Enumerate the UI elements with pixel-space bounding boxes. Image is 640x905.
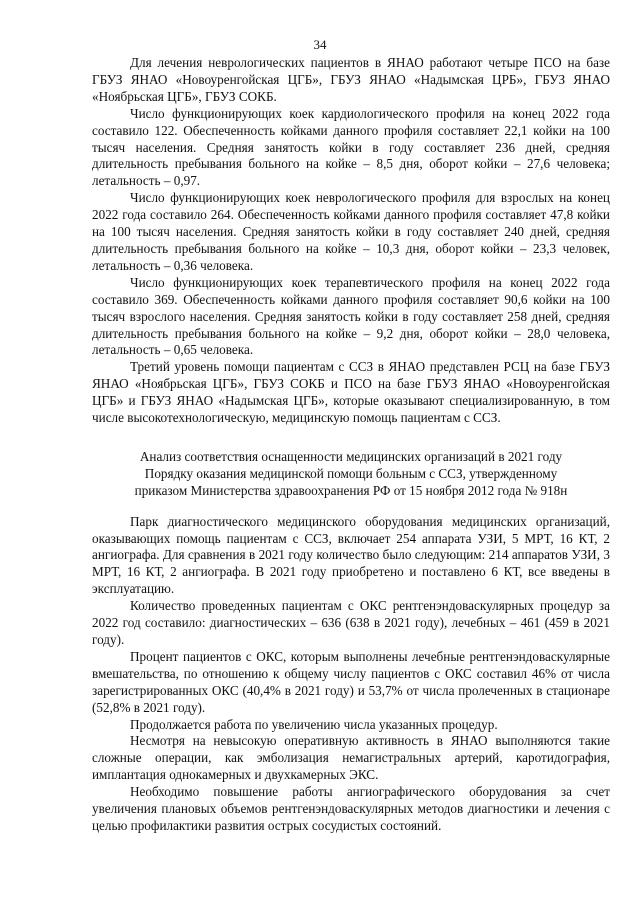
- paragraph-angiography-improvement: Необходимо повышение работы ангиографического оборудования за счет увеличения плановых объемов рентгенэндоваскулярных методов диагностики и лечения с целью профилактики развития острых сосудистых состояний.: [92, 784, 610, 833]
- section-heading: [92, 449, 610, 500]
- paragraph-work-continues: Продолжается работа по увеличению числа указанных процедур.: [130, 716, 498, 732]
- page-number: 34: [313, 37, 327, 52]
- paragraph-neuro-pso: Для лечения неврологических пациентов в ЯНАО работают четыре ПСО на базе ГБУЗ ЯНАО «Новоуренгойская ЦГБ», ГБУЗ ЯНАО «Надымская ЦРБ», ГБУЗ ЯНАО «Ноябрьская ЦГБ», ГБУЗ СОКБ.: [92, 55, 610, 104]
- document-body: [92, 55, 610, 835]
- paragraph-cardio-beds: Число функционирующих коек кардиологического профиля на конец 2022 года составило 122. Обеспеченность койками данного профиля составляет 22,1 койки на 100 тысяч населения. Средняя занятость койки в году составляет 236 дней, средняя длительность пребывания больного на койке – 8,5 дня, оборот койки – 27,6 человека; летальность – 0,97.: [92, 105, 610, 189]
- paragraph-neuro-beds: Число функционирующих коек неврологического профиля для взрослых на конец 2022 года составило 264. Обеспеченность койками данного профиля составляет 47,8 койки на 100 тысяч населения. Средняя занятость койки в году составляет 240 дней, средняя длительность пребывания больного на койке – 10,3 дня, оборот койки – 23,3 человек, летальность – 0,36 человека.: [92, 190, 610, 273]
- paragraph-equipment-park: Парк диагностического медицинского оборудования медицинских организаций, оказывающих помощь пациентам с ССЗ, включает 254 аппарата УЗИ, 5 МРТ, 16 КТ, 2 ангиографа. Для сравнения в 2021 году количество было следующим: 214 аппаратов УЗИ, 3 МРТ, 16 КТ, 2 ангиографа. В 2021 году приобретено и поставлено 6 КТ, все введены в эксплуатацию.: [92, 513, 610, 597]
- paragraph-procedures-percent: Процент пациентов с ОКС, которым выполнены лечебные рентгенэндоваскулярные вмешательства, по отношению к общему числу пациентов с ОКС составил 46% от числа зарегистрированных ОКС (40,4% в 2021 году) и 53,7% от числа пролеченных в стационаре (52,8% в 2021 году).: [92, 648, 610, 715]
- paragraph-procedures-count: Количество проведенных пациентам с ОКС рентгенэндоваскулярных процедур за 2022 год составило: диагностических – 636 (638 в 2021 году), лечебных – 461 (459 в 2021 году).: [92, 598, 610, 647]
- section-heading-line: Анализ соответствия оснащенности медицинских организаций в 2021 году: [139, 448, 563, 464]
- section-heading-line: приказом Министерства здравоохранения РФ от 15 ноября 2012 года № 918н: [134, 482, 568, 498]
- paragraph-third-level-care: Третий уровень помощи пациентам с ССЗ в ЯНАО представлен РСЦ на базе ГБУЗ ЯНАО «Ноябрьская ЦГБ», ГБУЗ СОКБ и ПСО на базе ГБУЗ ЯНАО «Новоуренгойская ЦГБ» и ГБУЗ ЯНАО «Надымская ЦГБ», которые оказывают специализированную, в том числе высокотехнологическую, медицинскую помощь пациентам с ССЗ.: [92, 359, 610, 426]
- paragraph-complex-operations: Несмотря на невысокую оперативную активность в ЯНАО выполняются такие сложные операции, как эмболизация немагистральных артерий, каротидография, имплантация однокамерных и двухкамерных ЭКС.: [92, 733, 610, 783]
- paragraph-therapy-beds: Число функционирующих коек терапевтического профиля на конец 2022 года составило 369. Обеспеченность койками данного профиля составляет 90,6 койки на 100 тысяч взрослого населения. Средняя занятость койки в году составляет 258 дней, средняя длительность пребывания больного на койке – 9,2 дня, оборот койки – 28,0 человека, летальность – 0,65 человека.: [92, 274, 610, 358]
- section-heading-line: Порядку оказания медицинской помощи больным с ССЗ, утвержденному: [144, 465, 558, 481]
